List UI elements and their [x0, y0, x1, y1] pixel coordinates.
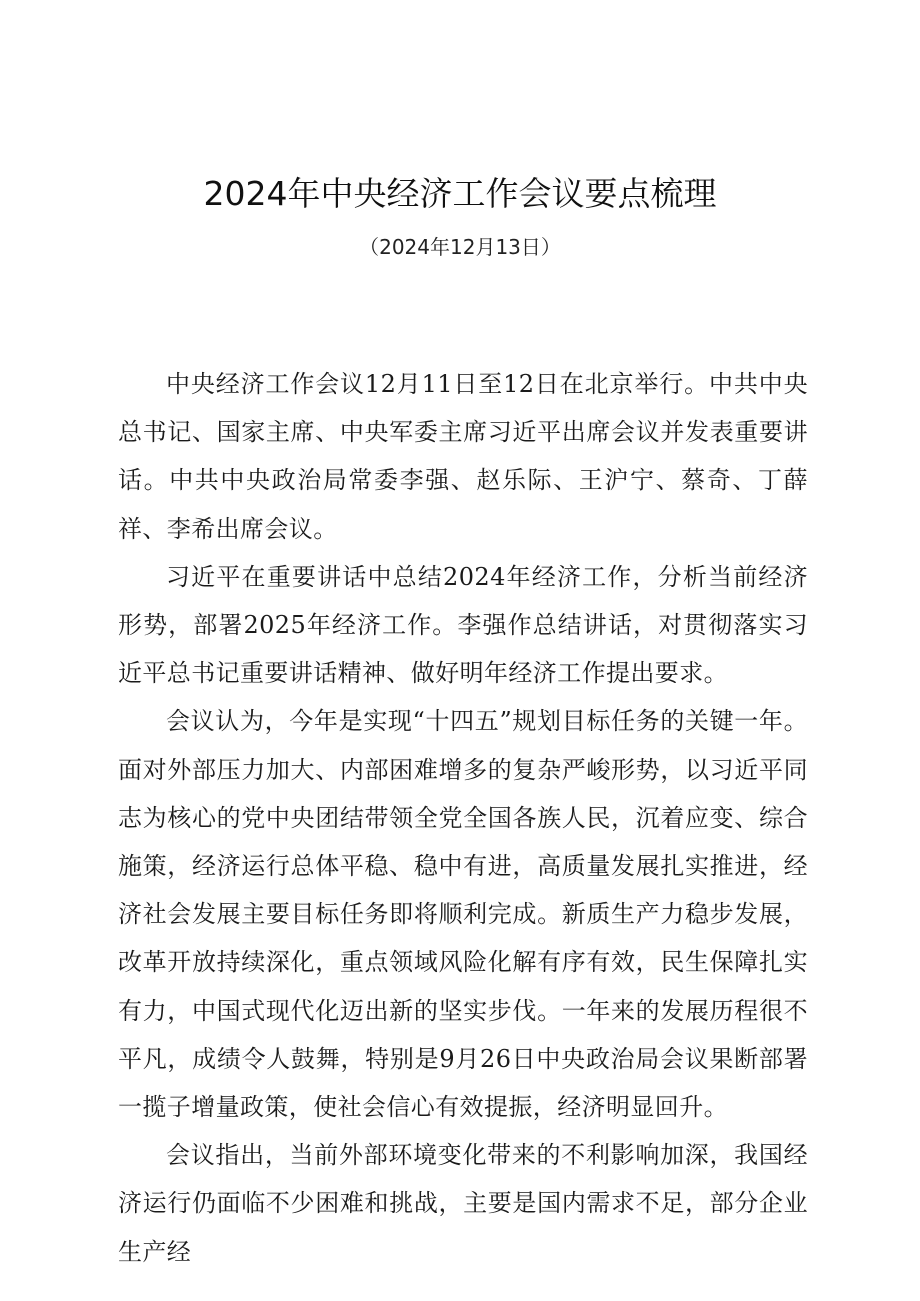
paragraph-1: 中央经济工作会议12月11日至12日在北京举行。中共中央总书记、国家主席、中央军委主席习近平出席会议并发表重要讲话。中共中央政治局常委李强、赵乐际、王沪宁、蔡奇、丁薛祥、李希出席会议。 — [118, 370, 808, 543]
paragraph-2: 习近平在重要讲话中总结2024年经济工作，分析当前经济形势，部署2025年经济工作。李强作总结讲话，对贯彻落实习近平总书记重要讲话精神、做好明年经济工作提出要求。 — [118, 562, 808, 688]
document-date: （2024年12月13日） — [359, 235, 561, 259]
document-title: 2024年中央经济工作会议要点梳理 — [203, 174, 717, 213]
document-body — [118, 360, 808, 1276]
paragraph-4: 会议指出，当前外部环境变化带来的不利影响加深，我国经济运行仍面临不少困难和挑战，主要是国内需求不足，部分企业生产经 — [118, 1141, 808, 1266]
paragraph-3: 会议认为，今年是实现“十四五”规划目标任务的关键一年。面对外部压力加大、内部困难增多的复杂严峻形势，以习近平同志为核心的党中央团结带领全党全国各族人民，沉着应变、综合施策，经济运行总体平稳、稳中有进，高质量发展扎实推进，经济社会发展主要目标任务即将顺利完成。新质生产力稳步发展，改革开放持续深化，重点领域风险化解有序有效，民生保障扎实有力，中国式现代化迈出新的坚实步伐。一年来的发展历程很不平凡，成绩令人鼓舞，特别是9月26日中央政治局会议果断部署一揽子增量政策，使社会信心有效提振，经济明显回升。 — [118, 707, 808, 1122]
